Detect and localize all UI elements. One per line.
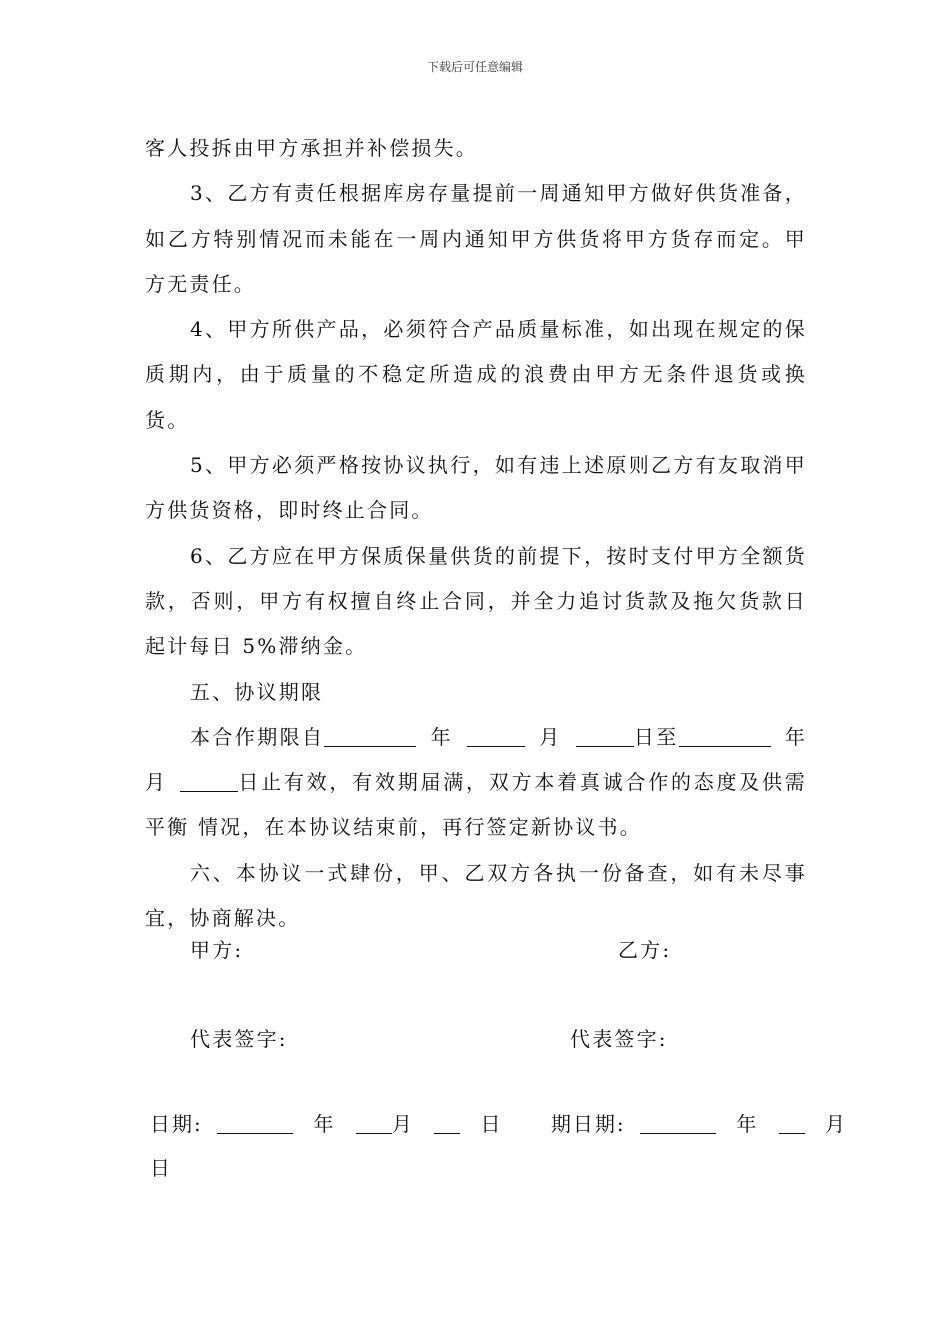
end-day-blank xyxy=(180,769,238,792)
term-day-to: 日至 xyxy=(633,724,679,749)
date-b-month-blank xyxy=(779,1111,805,1134)
date-a-day-blank xyxy=(434,1111,460,1134)
end-year-blank xyxy=(679,724,771,747)
date-b-year-blank xyxy=(640,1111,716,1134)
section-5-heading: 五、协议期限 xyxy=(190,679,324,704)
date-a-year: 年 xyxy=(313,1112,336,1136)
term-rest: 日止有效，有效期届满，双方本着真诚合作的态度及供需平衡 情况，在本协议结束前，再行签定新协议书。 xyxy=(145,770,808,840)
term-year: 年 xyxy=(430,724,454,749)
date-b-month: 月 xyxy=(825,1112,848,1136)
date-line xyxy=(150,1108,847,1137)
party-b-label: 乙方: xyxy=(618,938,672,962)
date-a-month-blank xyxy=(356,1111,392,1134)
clause-5: 5、甲方必须严格按协议执行，如有违上述原则乙方有友取消甲方供货资格，即时终止合同。 xyxy=(145,453,807,523)
term-month: 月 xyxy=(539,724,562,749)
term-year-2: 年 xyxy=(784,724,808,749)
date-a-month: 月 xyxy=(391,1112,414,1136)
clause-six: 六、本协议一式肆份，甲、乙双方各执一份备查，如有未尽事宜，协商解决。 xyxy=(145,860,807,931)
start-year-blank xyxy=(324,724,416,747)
clause-3: 3、乙方有责任根据库房存量提前一周通知甲方做好供货准备，如乙方特别情况而未能在一周内通知甲方供货将甲方货存而定。甲方无责任。 xyxy=(145,181,807,296)
paragraph-continuation: 客人投拆由甲方承担并补偿损失。 xyxy=(145,136,478,160)
rep-a-label: 代表签字: xyxy=(190,1027,288,1051)
start-day-blank xyxy=(576,724,634,747)
date-label-b: 期日期: xyxy=(550,1112,626,1136)
date-a-day: 日 xyxy=(480,1112,503,1136)
clause-6: 6、乙方应在甲方保质保量供货的前提下，按时支付甲方全额货款，否则，甲方有权擅自终止合同，并全力追讨货款及拖欠货款日起计每日 5%滞纳金。 xyxy=(145,543,807,659)
date-label-a: 日期: xyxy=(150,1112,203,1136)
date-b-year: 年 xyxy=(736,1112,759,1136)
term-start: 本合作期限自 xyxy=(190,724,325,749)
term-paragraph xyxy=(145,715,807,851)
rep-b-label: 代表签字: xyxy=(570,1027,668,1051)
start-month-blank xyxy=(467,724,525,747)
clause-4: 4、甲方所供产品，必须符合产品质量标准，如出现在规定的保质期内，由于质量的不稳定所造成的浪费由甲方无条件退货或换货。 xyxy=(145,317,807,432)
page-header: 下载后可任意编辑 xyxy=(426,60,523,74)
party-a-label: 甲方: xyxy=(190,938,244,962)
contract-body xyxy=(145,126,807,941)
term-month-2: 月 xyxy=(145,770,168,795)
date-b-day: 日 xyxy=(150,1156,170,1180)
date-a-year-blank xyxy=(217,1111,293,1134)
